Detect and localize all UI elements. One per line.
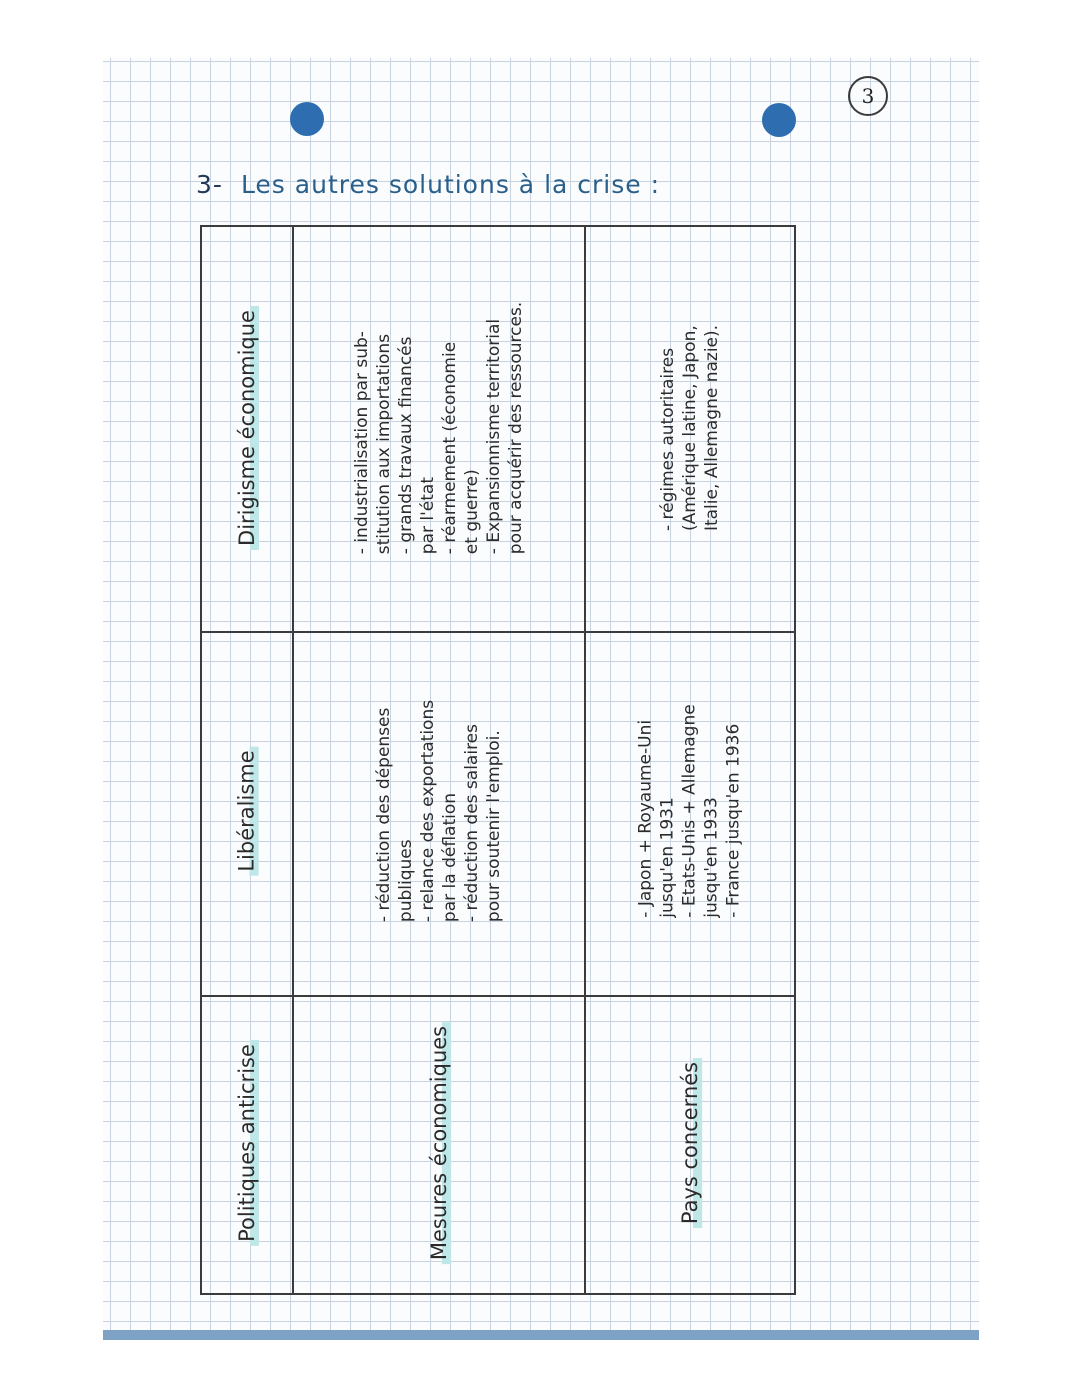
cell-line: pour soutenir l'emploi.: [484, 730, 504, 923]
cell-line: - Etats-Unis + Allemagne: [680, 704, 700, 918]
policies-table: [200, 225, 796, 1295]
cell-line: (Amérique latine, Japon,: [680, 325, 700, 532]
row-label: Mesures économiques: [427, 1022, 451, 1264]
cell-text-block: [657, 325, 723, 531]
table-corner-cell: [202, 993, 292, 1293]
table-cell: [294, 227, 584, 629]
table-cell: [586, 629, 794, 993]
cell-line: - Japon + Royaume-Uni: [636, 719, 656, 918]
binder-hole-icon: [290, 102, 324, 136]
cell-line: Italie, Allemagne nazie).: [702, 324, 722, 532]
cell-line: - réduction des dépenses: [374, 707, 394, 923]
header-label: Libéralisme: [235, 746, 259, 875]
cell-line: - France jusqu'en 1936: [724, 723, 744, 918]
column-header-dirigisme: [202, 227, 292, 629]
column-header-liberalism: [202, 629, 292, 993]
cell-line: - industrialisation par sub-: [351, 331, 372, 555]
heading-text: Les autres solutions à la crise :: [240, 170, 661, 199]
row-label: Pays concernés: [678, 1058, 702, 1228]
page-number-text: 3: [861, 84, 875, 108]
cell-line: publiques: [396, 839, 416, 923]
cell-line: pour acquérir des ressources.: [505, 301, 526, 555]
cell-line: - réduction des salaires: [462, 724, 482, 923]
cell-text-block: [351, 302, 527, 554]
cell-line: - relance des exportations: [418, 699, 438, 923]
cell-line: - réarmement (économie: [439, 341, 460, 555]
cell-line: - grands travaux financés: [395, 336, 416, 555]
section-heading: [196, 170, 660, 199]
cell-text-block: [635, 704, 745, 917]
cell-line: par l'état: [417, 476, 438, 555]
cell-line: et guerre): [461, 469, 482, 555]
heading-number: 3-: [196, 170, 223, 199]
cell-line: stitution aux importations: [373, 333, 394, 555]
page-number: [848, 76, 888, 116]
corner-label: Politiques anticrise: [235, 1040, 259, 1246]
cell-line: - régimes autoritaires: [658, 347, 678, 532]
table-cell: [294, 629, 584, 993]
cell-text-block: [373, 700, 505, 922]
binder-hole-icon: [762, 103, 796, 137]
cell-line: jusqu'en 1931: [658, 797, 678, 918]
cell-line: par la déflation: [440, 792, 460, 923]
row-label-cell: [586, 993, 794, 1293]
sheet-bottom-edge: [103, 1330, 979, 1340]
row-label-cell: [294, 993, 584, 1293]
table-cell: [586, 227, 794, 629]
cell-line: jusqu'en 1933: [702, 797, 722, 918]
cell-line: - Expansionnisme territorial: [483, 318, 504, 555]
header-label: Dirigisme économique: [235, 306, 259, 550]
